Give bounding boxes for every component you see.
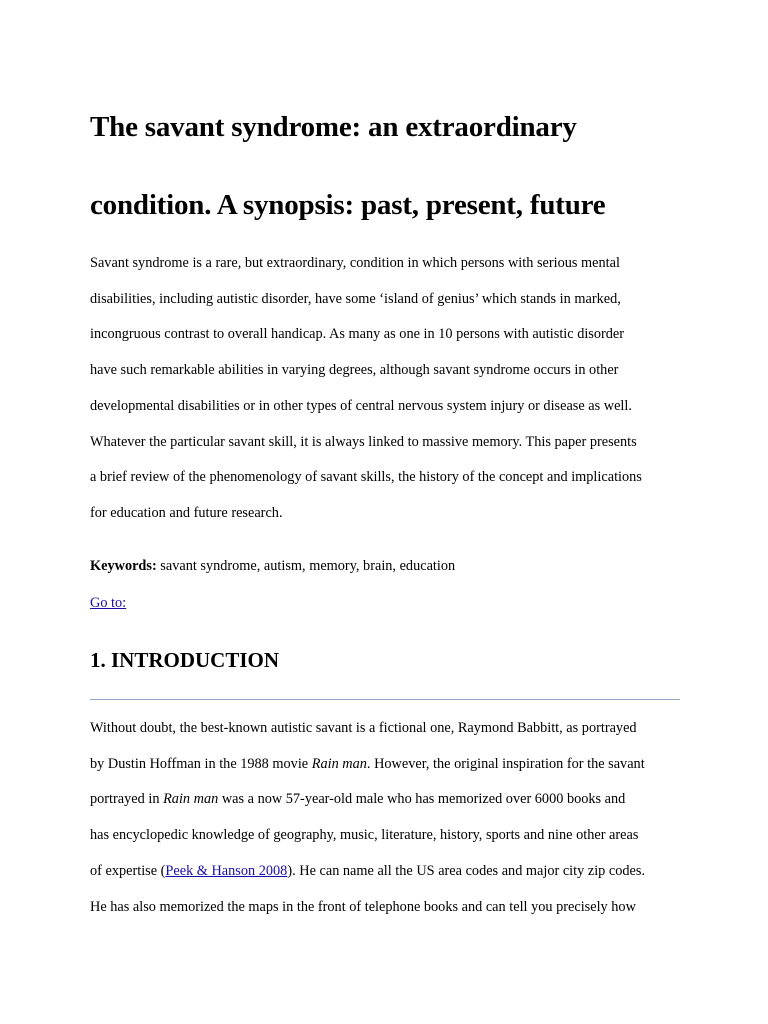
intro-text: of expertise ( (90, 862, 166, 879)
abstract-line: have such remarkable abilities in varying degrees, although savant syndrome occurs in other (90, 362, 619, 379)
intro-text: ). He can name all the US area codes and major city zip codes. (287, 862, 646, 879)
intro-text: . However, the original inspiration for the savant (366, 755, 645, 772)
abstract-paragraph (90, 246, 680, 532)
goto-link[interactable]: Go to: (90, 595, 127, 611)
movie-title: Rain man (311, 755, 367, 772)
keywords (90, 553, 455, 579)
keywords-label: Keywords: (90, 558, 157, 574)
abstract-line: disabilities, including autistic disorder, have some ‘island of genius’ which stands in marked, (90, 290, 621, 307)
title-line: condition. A synopsis: past, present, future (90, 189, 606, 221)
intro-line (90, 854, 680, 890)
intro-line (90, 747, 680, 783)
section-divider (90, 699, 680, 700)
abstract-line: Whatever the particular savant skill, it is always linked to massive memory. This paper presents (90, 433, 637, 450)
intro-text: was a now 57-year-old male who has memorized over 6000 books and (218, 791, 626, 808)
document-title (90, 88, 690, 244)
intro-line: Without doubt, the best-known autistic savant is a fictional one, Raymond Babbitt, as portrayed (90, 720, 637, 736)
intro-line: has encyclopedic knowledge of geography, music, literature, history, sports and nine other areas (90, 827, 639, 844)
movie-title: Rain man (163, 791, 219, 808)
intro-line: He has also memorized the maps in the front of telephone books and can tell you precisely how (90, 898, 636, 915)
title-line: The savant syndrome: an extraordinary (90, 111, 577, 143)
section-heading: 1. INTRODUCTION (90, 648, 280, 672)
abstract-line: a brief review of the phenomenology of savant skills, the history of the concept and implications (90, 469, 642, 486)
abstract-line: incongruous contrast to overall handicap. As many as one in 10 persons with autistic disorder (90, 326, 625, 343)
keywords-text: savant syndrome, autism, memory, brain, education (156, 558, 456, 574)
abstract-line: developmental disabilities or in other types of central nervous system injury or disease as well. (90, 397, 632, 414)
intro-line (90, 782, 680, 818)
abstract-line: for education and future research. (90, 504, 283, 521)
intro-text: portrayed in (90, 791, 164, 808)
introduction-paragraph (90, 711, 680, 925)
abstract-line: Savant syndrome is a rare, but extraordinary, condition in which persons with serious mental (90, 255, 620, 271)
citation-link[interactable]: Peek & Hanson 2008 (165, 862, 288, 879)
intro-text: by Dustin Hoffman in the 1988 movie (90, 755, 312, 772)
